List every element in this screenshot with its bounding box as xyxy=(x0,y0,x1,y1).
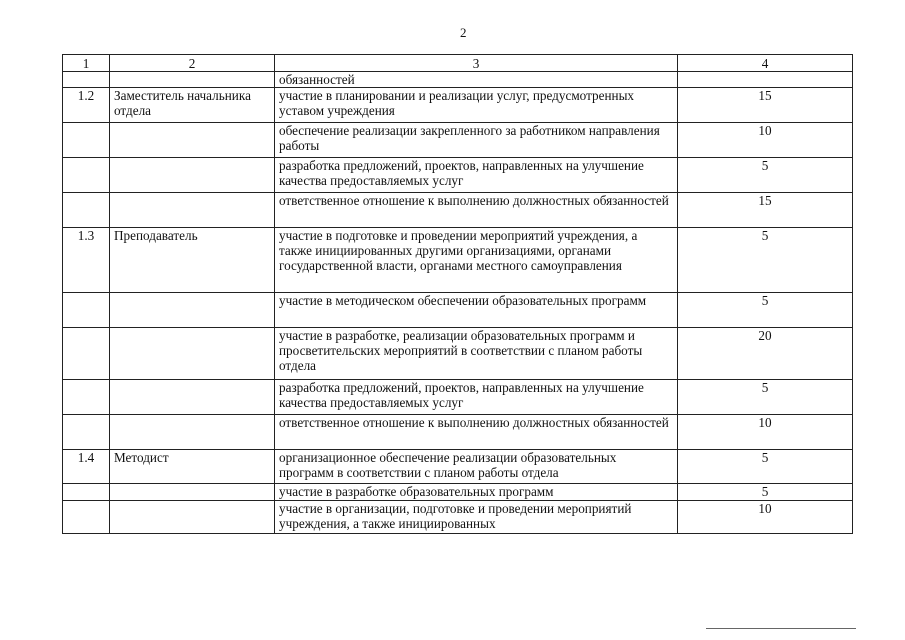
criterion-cell: разработка предложений, проектов, направленных на улучшение качества предоставляемых услуг xyxy=(275,380,678,415)
criterion-cell: обязанностей xyxy=(275,72,678,88)
criterion-cell: участие в планировании и реализации услуг, предусмотренных уставом учреждения xyxy=(275,88,678,123)
row-number xyxy=(63,158,110,193)
criteria-table xyxy=(62,54,853,534)
points-cell: 5 xyxy=(678,380,853,415)
position-cell xyxy=(110,123,275,158)
row-number xyxy=(63,328,110,380)
position-cell xyxy=(110,501,275,534)
position-cell xyxy=(110,293,275,328)
table-row xyxy=(63,228,853,293)
table-row xyxy=(63,450,853,484)
points-cell: 10 xyxy=(678,501,853,534)
table-row xyxy=(63,72,853,88)
criterion-cell: организационное обеспечение реализации образовательных программ в соответствии с планом работы отдела xyxy=(275,450,678,484)
row-number xyxy=(63,484,110,501)
row-number xyxy=(63,380,110,415)
position-cell xyxy=(110,328,275,380)
table-header-row xyxy=(63,55,853,72)
table-row xyxy=(63,328,853,380)
table-row xyxy=(63,88,853,123)
table-row xyxy=(63,158,853,193)
header-cell: 2 xyxy=(110,55,275,72)
row-number xyxy=(63,293,110,328)
table-row xyxy=(63,415,853,450)
table-row xyxy=(63,380,853,415)
header-cell: 1 xyxy=(63,55,110,72)
criterion-cell: ответственное отношение к выполнению должностных обязанностей xyxy=(275,415,678,450)
table-row xyxy=(63,484,853,501)
position-cell: Преподаватель xyxy=(110,228,275,293)
row-number xyxy=(63,72,110,88)
points-cell xyxy=(678,72,853,88)
points-cell: 20 xyxy=(678,328,853,380)
table-row xyxy=(63,193,853,228)
position-cell xyxy=(110,415,275,450)
row-number: 1.2 xyxy=(63,88,110,123)
table-row xyxy=(63,293,853,328)
position-cell xyxy=(110,380,275,415)
row-number: 1.4 xyxy=(63,450,110,484)
row-number xyxy=(63,193,110,228)
points-cell: 15 xyxy=(678,88,853,123)
criterion-cell: участие в разработке образовательных программ xyxy=(275,484,678,501)
row-number xyxy=(63,123,110,158)
points-cell: 5 xyxy=(678,484,853,501)
row-number xyxy=(63,501,110,534)
table-row xyxy=(63,501,853,534)
criterion-cell: участие в подготовке и проведении мероприятий учреждения, а также инициированных другими организациями, органами государственной власти, органами местного самоуправления xyxy=(275,228,678,293)
position-cell xyxy=(110,484,275,501)
points-cell: 10 xyxy=(678,415,853,450)
points-cell: 15 xyxy=(678,193,853,228)
points-cell: 10 xyxy=(678,123,853,158)
position-cell xyxy=(110,72,275,88)
criterion-cell: участие в методическом обеспечении образовательных программ xyxy=(275,293,678,328)
header-cell: 4 xyxy=(678,55,853,72)
criterion-cell: участие в разработке, реализации образовательных программ и просветительских мероприятий в соответствии с планом работы отдела xyxy=(275,328,678,380)
page-number: 2 xyxy=(460,25,467,40)
position-cell: Методист xyxy=(110,450,275,484)
criterion-cell: ответственное отношение к выполнению должностных обязанностей xyxy=(275,193,678,228)
table-row xyxy=(63,123,853,158)
header-cell: 3 xyxy=(275,55,678,72)
scan-line-divider xyxy=(706,628,856,629)
position-cell xyxy=(110,193,275,228)
points-cell: 5 xyxy=(678,228,853,293)
criterion-cell: обеспечение реализации закрепленного за работником направления работы xyxy=(275,123,678,158)
position-cell: Заместитель начальника отдела xyxy=(110,88,275,123)
points-cell: 5 xyxy=(678,293,853,328)
criterion-cell: разработка предложений, проектов, направленных на улучшение качества предоставляемых услуг xyxy=(275,158,678,193)
points-cell: 5 xyxy=(678,158,853,193)
row-number: 1.3 xyxy=(63,228,110,293)
position-cell xyxy=(110,158,275,193)
row-number xyxy=(63,415,110,450)
points-cell: 5 xyxy=(678,450,853,484)
criterion-cell: участие в организации, подготовке и проведении мероприятий учреждения, а также инициированных xyxy=(275,501,678,534)
